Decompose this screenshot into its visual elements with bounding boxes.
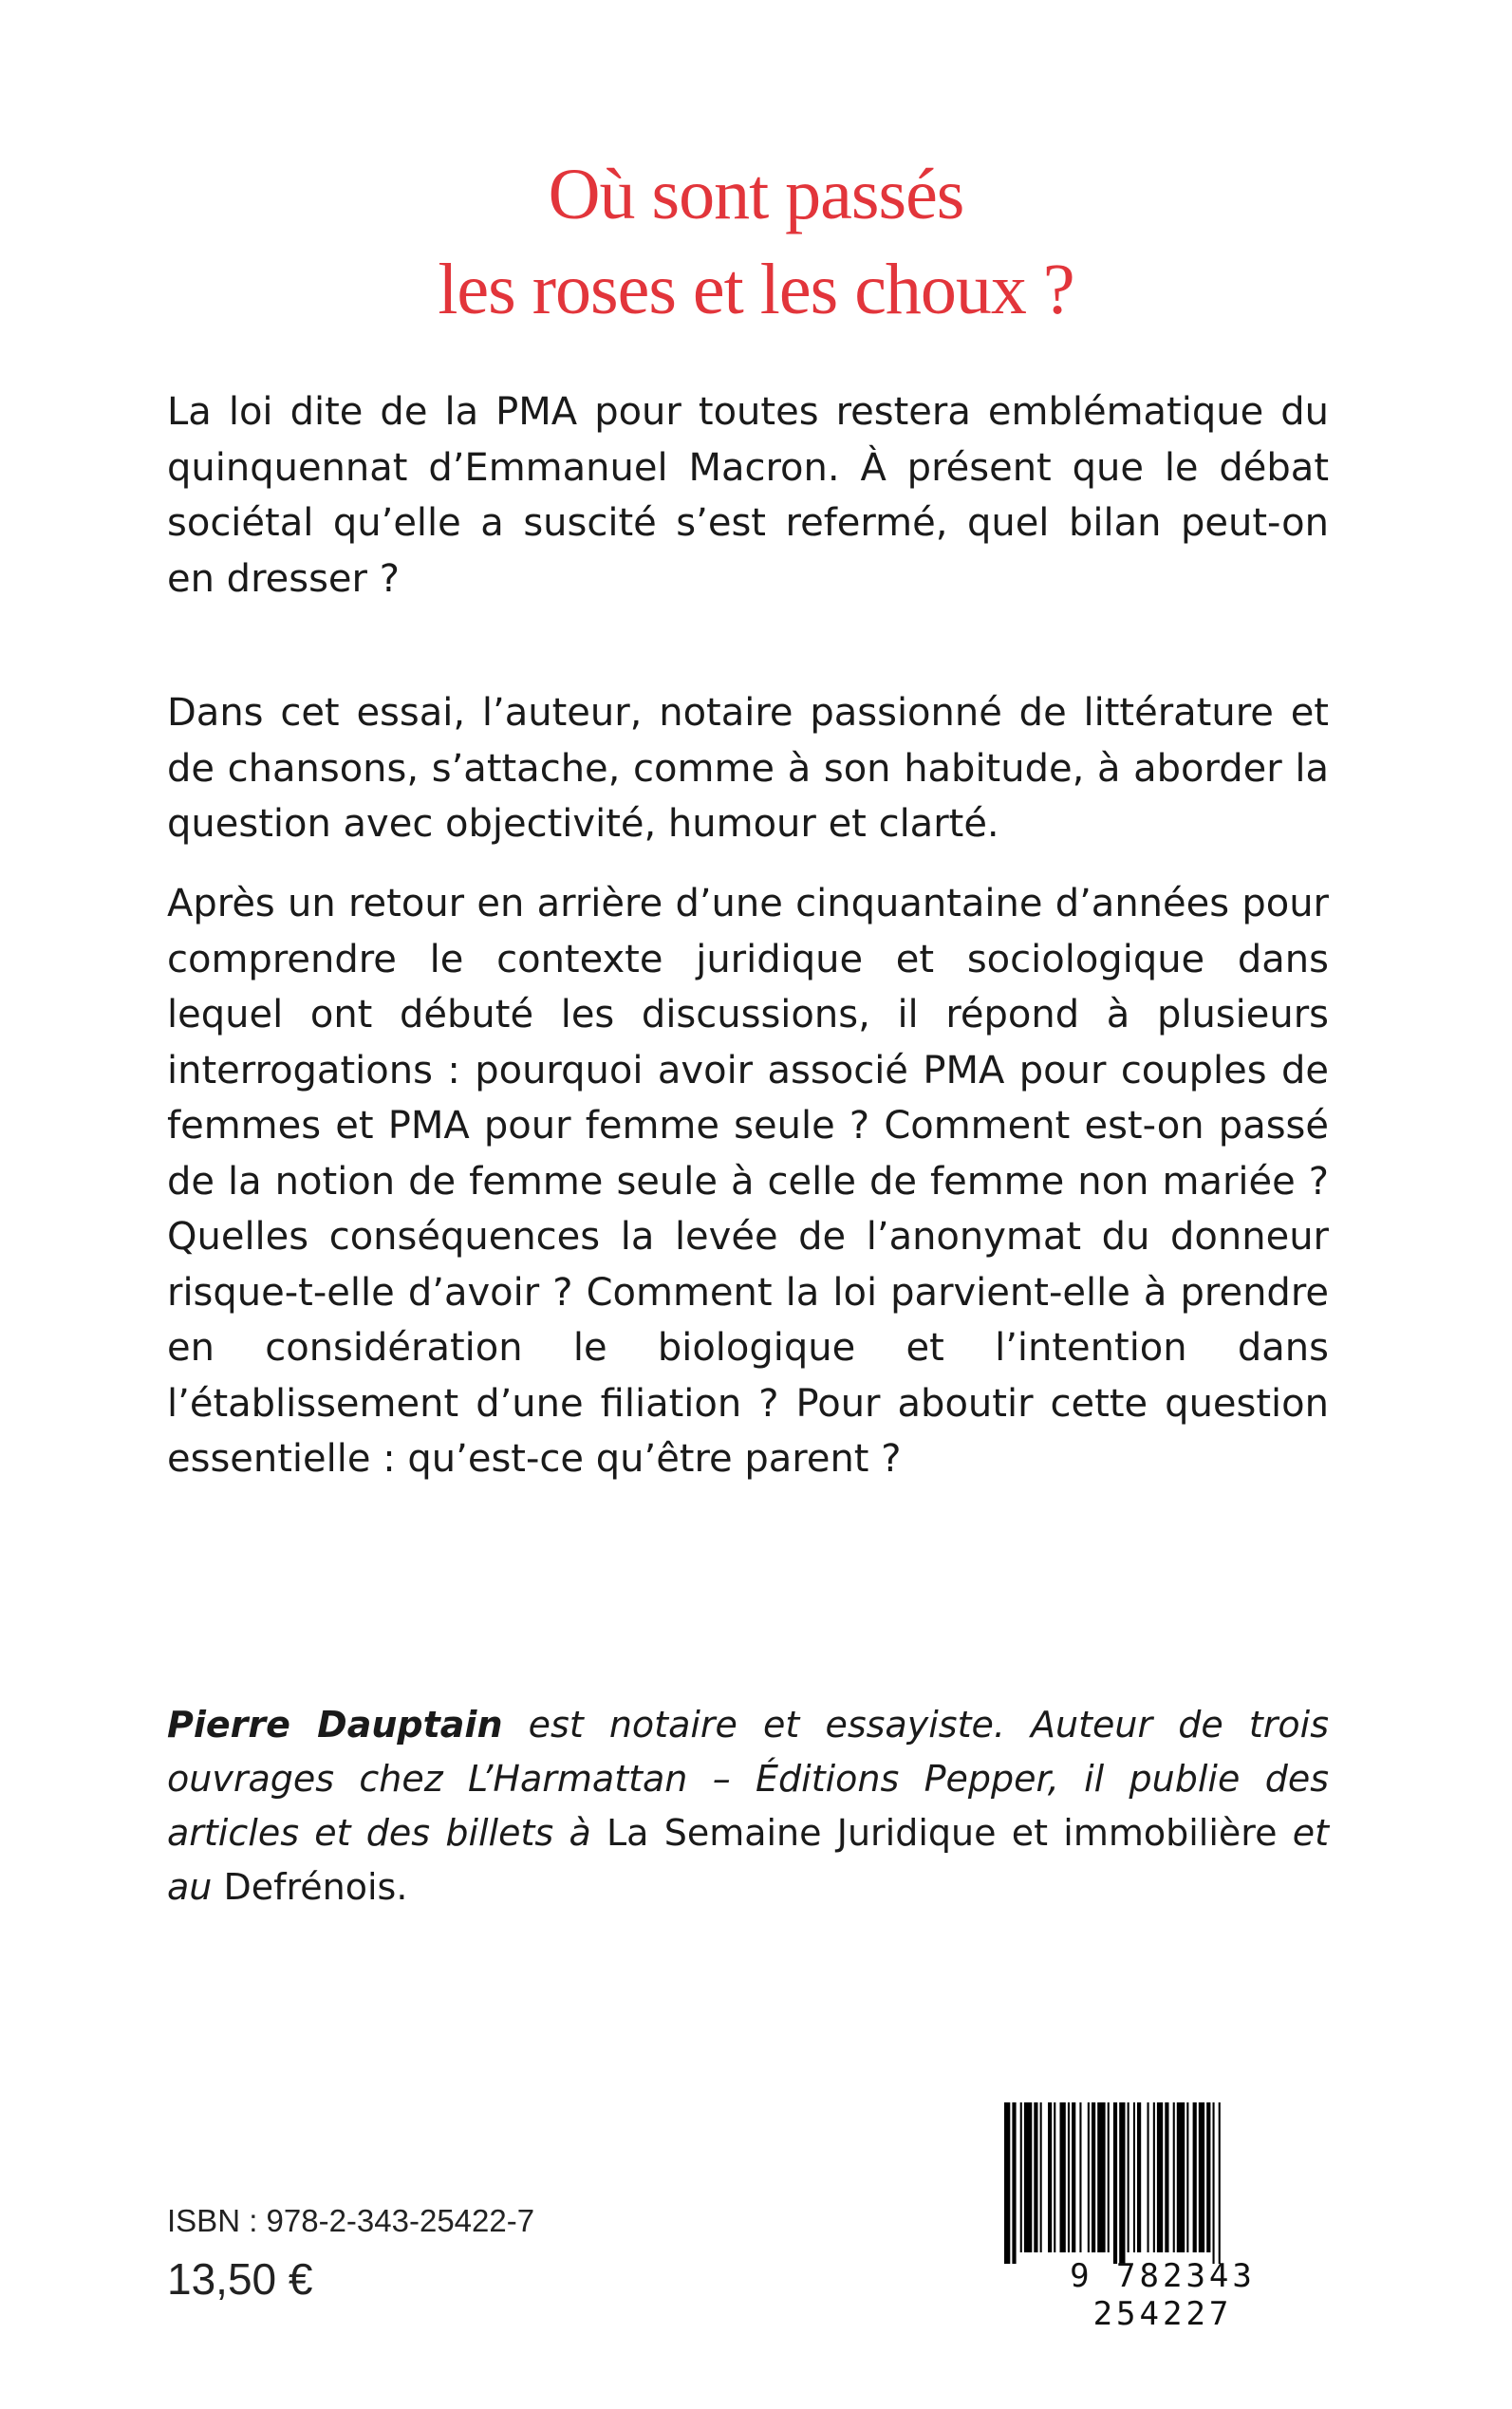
barcode-bar (1034, 2102, 1037, 2252)
barcode-bar (1133, 2102, 1135, 2252)
title-line-2: les roses et les choux ? (438, 250, 1074, 329)
barcode-bar (1148, 2102, 1149, 2252)
author-bio (167, 1698, 1329, 1914)
barcode-image (997, 2102, 1329, 2273)
bio-journal-2: Defrénois (223, 1866, 397, 1908)
barcode-bar (1004, 2102, 1010, 2264)
price-label: 13,50 € (167, 2254, 313, 2304)
blurb-paragraph-2: Dans cet essai, l’auteur, notaire passionné de littérature et de chansons, s’attache, comme à son habitude, à aborder la question avec objectivité, humour et clarté. (167, 691, 1329, 846)
barcode-bar (1137, 2102, 1141, 2252)
barcode-bar (1153, 2102, 1155, 2252)
barcode-bar (1177, 2102, 1185, 2252)
barcode-bar (1024, 2102, 1032, 2252)
barcode-bar (1193, 2102, 1197, 2252)
barcode-bar (1040, 2102, 1042, 2252)
barcode-bar (1219, 2102, 1221, 2264)
barcode-bar (1048, 2102, 1052, 2252)
barcode-bar (1012, 2102, 1016, 2264)
title-line-1: Où sont passés (548, 155, 964, 234)
barcode-digits: 9 782343 254227 (1070, 2257, 1256, 2333)
bio-journal-1: La Semaine Juridique et immobilière (606, 1812, 1278, 1854)
barcode-bar (1173, 2102, 1175, 2252)
isbn-label: ISBN : 978-2-343-25422-7 (167, 2203, 535, 2238)
barcode-bar (1119, 2102, 1125, 2264)
barcode-bar (1186, 2102, 1188, 2252)
barcode-bar (1108, 2102, 1110, 2252)
blurb-paragraph-3: Après un retour en arrière d’une cinquantaine d’années pour comprendre le contexte juridique et sociologique dans lequel ont débuté les discussions, il répond à plusieurs interrogations : pourquoi avoir associé PMA pour couples de femmes et PMA pour femme seule ? Comment est-on passé de la notion de femme seule à celle de femme non mariée ? Quelles conséquences la levée de l’anonymat du donneur risque-t-elle d’avoir ? Comment la loi parvient-elle à prendre en considération le biologique et l’intention dans l’établissement d’une filiation ? Pour aboutir cette question essentielle : qu’est-ce qu’être parent ? (167, 882, 1329, 1481)
barcode-bar (1092, 2102, 1095, 2252)
blurb-paragraph-1: La loi dite de la PMA pour toutes restera emblématique du quinquennat d’Emmanuel Macron. À présent que le débat sociétal qu’elle a suscité s’est refermé, quel bilan peut-on en dresser ? (167, 390, 1329, 601)
barcode-bar (1088, 2102, 1090, 2252)
barcode-bar (1113, 2102, 1117, 2264)
barcode-bar (1079, 2102, 1081, 2252)
author-name: Pierre Dauptain (167, 1704, 503, 1746)
barcode-bar (1206, 2102, 1210, 2252)
bio-text-2: et au (167, 1812, 1329, 1908)
barcode-bar (1060, 2102, 1066, 2252)
barcode-bar (1128, 2102, 1129, 2252)
book-title (0, 147, 1512, 337)
barcode-bar (1157, 2102, 1163, 2252)
barcode-bar (1097, 2102, 1105, 2252)
barcode-bar (1072, 2102, 1075, 2252)
barcode-bar (1165, 2102, 1168, 2252)
barcode-bar (1020, 2102, 1022, 2252)
bio-text-3: . (396, 1866, 408, 1908)
barcode-bar (1213, 2102, 1215, 2264)
barcode-bar (1054, 2102, 1055, 2252)
barcode-bar (1199, 2102, 1204, 2252)
bio-text-1: est notaire et essayiste. Auteur de trois ouvrages chez L’Harmattan – Éditions Pepper, il publie des articles et des billets à (167, 1704, 1329, 1854)
barcode-bar (1068, 2102, 1070, 2252)
